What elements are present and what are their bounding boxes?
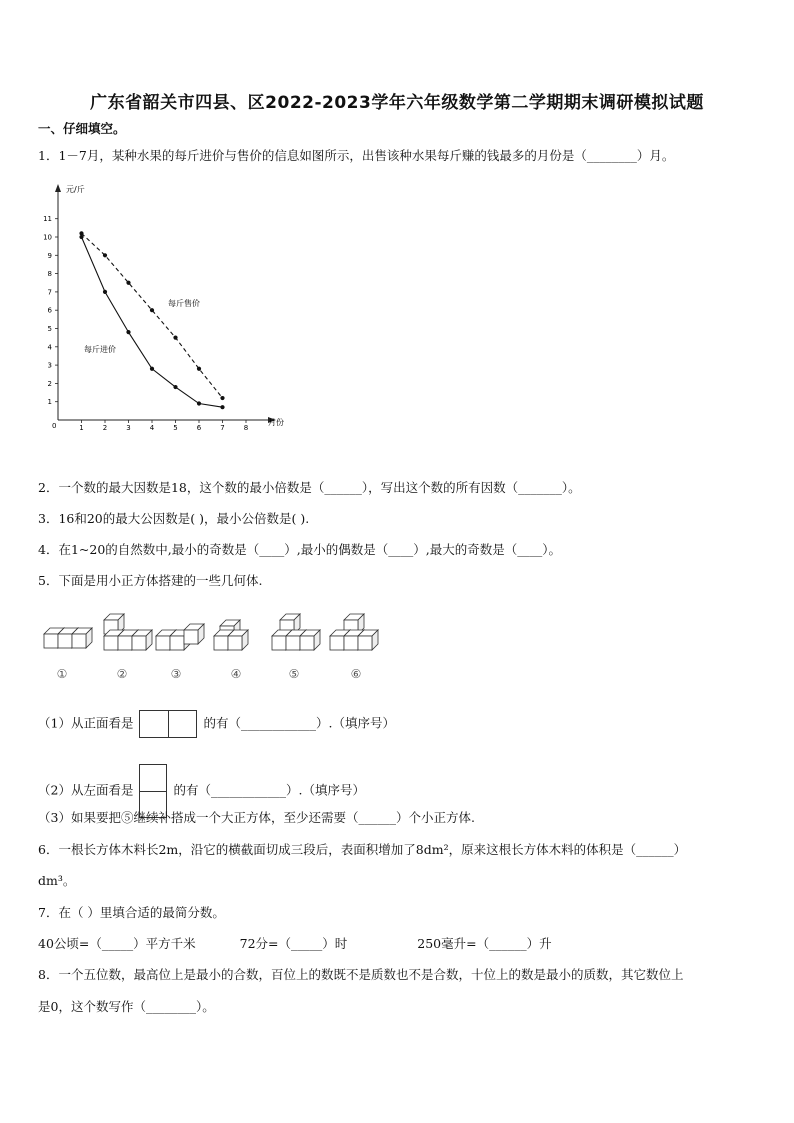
question-5-2-prefix: （2）从左面看是 (38, 782, 134, 798)
question-2: 2．一个数的最大因数是18，这个数的最小倍数是（______），写出这个数的所有因数（_______）。 (38, 480, 581, 495)
question-5-1-suffix: 的有（____________）.（填序号） (203, 715, 395, 731)
question-5-3: （3）如果要把⑤继续补搭成一个大正方体，至少还需要（______）个小正方体. (38, 810, 475, 825)
y-tick-label: 9 (47, 251, 52, 260)
x-tick-label: 4 (149, 424, 155, 432)
sell-price-point-5 (173, 336, 177, 340)
buy-price-point-6 (197, 401, 201, 405)
buy-price-point-2 (103, 290, 107, 294)
sell-price-point-3 (126, 281, 130, 285)
solid-2 (104, 614, 152, 650)
question-7-item-c: 250毫升=（______）升 (417, 936, 552, 951)
x-tick-label: 6 (196, 424, 202, 432)
sell-price-point-4 (150, 308, 154, 312)
solid-3 (156, 624, 204, 650)
solid-label-2: ② (116, 667, 128, 681)
buy-price-point-1 (79, 235, 83, 239)
series-line-sell-price (82, 233, 223, 398)
x-tick-label: 3 (126, 424, 131, 432)
solid-5 (272, 614, 320, 650)
y-axis-arrow (55, 184, 61, 192)
question-8-line-2: 是0，这个数写作（________）。 (38, 999, 215, 1014)
y-tick-label: 1 (47, 398, 52, 407)
question-5-1 (38, 710, 395, 738)
y-tick-label: 10 (43, 233, 52, 242)
series-label-sell: 每斤售价 (168, 299, 200, 308)
x-tick-label: 8 (243, 424, 249, 432)
buy-price-point-4 (150, 367, 154, 371)
solid-6 (330, 614, 378, 650)
solid-4 (214, 620, 248, 650)
y-tick-label: 6 (47, 306, 52, 315)
section-heading: 一、仔细填空。 (38, 121, 126, 136)
origin-label: 0 (52, 422, 57, 430)
y-tick-label: 8 (47, 270, 52, 279)
solid-label-1: ① (56, 667, 68, 681)
front-view-shape (139, 710, 197, 738)
price-line-chart (40, 180, 300, 440)
solid-1 (44, 628, 92, 648)
sell-price-point-7 (220, 396, 224, 400)
question-6-line-2: dm³。 (38, 873, 76, 888)
y-tick-label: 11 (43, 215, 52, 224)
y-tick-label: 2 (47, 379, 52, 388)
question-6-line-1: 6．一根长方体木料长2m，沿它的横截面切成三段后，表面积增加了8dm²，原来这根长方体木料的体积是（______） (38, 842, 687, 857)
solid-label-3: ③ (170, 667, 182, 681)
y-tick-label: 5 (47, 325, 52, 333)
page-title: 广东省韶关市四县、区2022-2023学年六年级数学第二学期期末调研模拟试题 (90, 93, 704, 113)
series-label-buy: 每斤进价 (84, 345, 116, 354)
question-5-1-prefix: （1）从正面看是 (38, 715, 134, 731)
question-5-2-suffix: 的有（____________）.（填序号） (173, 782, 365, 798)
question-1: 1．1－7月，某种水果的每斤进价与售价的信息如图所示，出售该种水果每斤赚的钱最多的月份是（________）月。 (38, 148, 675, 163)
question-4: 4．在1~20的自然数中,最小的奇数是（____）,最小的偶数是（____）,最大的奇数是（____）。 (38, 542, 561, 557)
y-tick-label: 3 (47, 361, 52, 370)
solid-label-4: ④ (230, 667, 242, 681)
buy-price-point-5 (173, 385, 177, 389)
question-7-item-a: 40公顷=（_____）平方千米 (38, 936, 196, 951)
x-axis-label: 月份 (268, 418, 284, 427)
y-tick-label: 4 (47, 343, 52, 352)
question-5: 5．下面是用小正方体搭建的一些几何体. (38, 573, 263, 588)
question-7: 7．在（ ）里填合适的最简分数。 (38, 905, 225, 920)
sell-price-point-6 (197, 367, 201, 371)
y-axis-label: 元/斤 (66, 185, 85, 194)
solid-label-6: ⑥ (350, 667, 362, 681)
buy-price-point-7 (220, 405, 224, 409)
x-tick-label: 5 (173, 424, 178, 432)
x-tick-label: 7 (220, 424, 225, 432)
x-tick-label: 1 (79, 424, 84, 432)
question-7-item-b: 72分=（_____）时 (239, 936, 348, 951)
y-tick-label: 7 (47, 288, 52, 297)
sell-price-point-2 (103, 253, 107, 257)
buy-price-point-3 (126, 330, 130, 334)
cube-solids-figure (40, 608, 400, 688)
question-8-line-1: 8．一个五位数，最高位上是最小的合数，百位上的数既不是质数也不是合数，十位上的数是最小的质数，其它数位上 (38, 967, 684, 982)
x-tick-label: 2 (102, 424, 108, 432)
sell-price-point-1 (79, 231, 83, 235)
series-line-buy-price (82, 237, 223, 407)
solid-label-5: ⑤ (288, 667, 300, 681)
question-7-items (38, 936, 552, 952)
question-3: 3．16和20的最大公因数是( )，最小公倍数是( ). (38, 511, 310, 526)
